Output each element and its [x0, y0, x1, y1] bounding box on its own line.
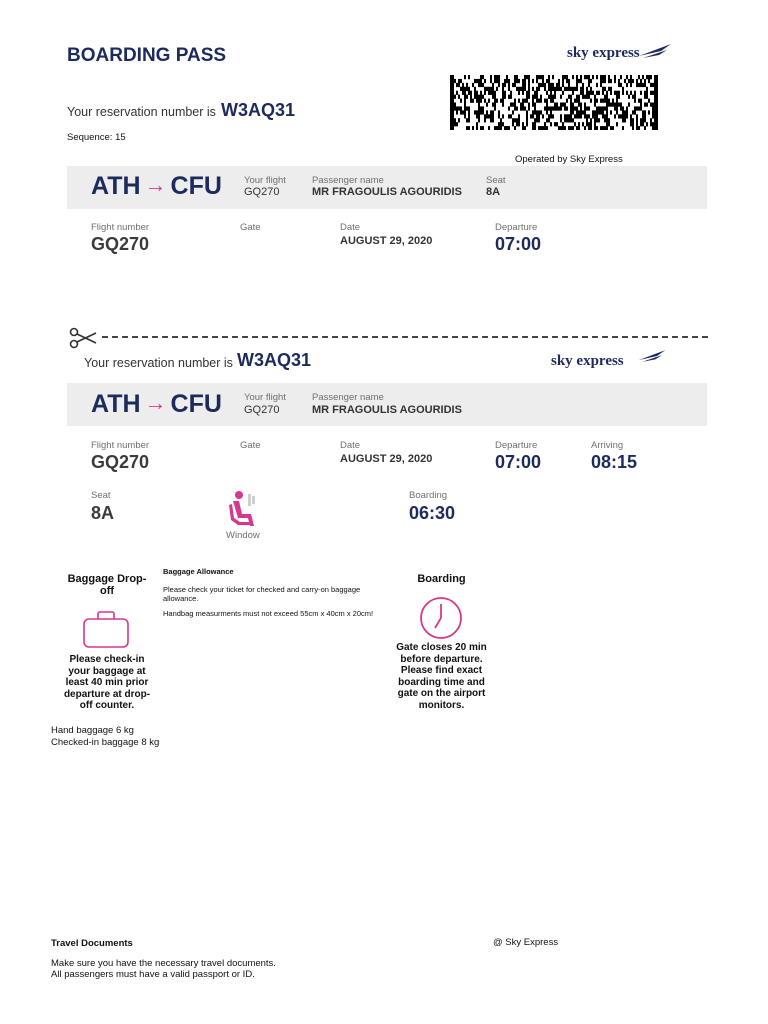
- page-title: BOARDING PASS: [67, 45, 227, 66]
- arrow-right-icon: →: [144, 390, 167, 415]
- sky-express-bird-icon: [637, 42, 673, 60]
- top-flight-number-label: Flight number: [91, 222, 150, 233]
- stub-passenger-label: Passenger name: [312, 392, 384, 403]
- cut-line: [102, 336, 708, 338]
- stub-your-flight: GQ270: [244, 404, 280, 416]
- top-origin: ATH: [91, 172, 141, 200]
- arrow-right-icon: →: [144, 172, 167, 197]
- copyright: @ Sky Express: [493, 937, 559, 948]
- stub-boarding: 06:30: [409, 503, 456, 523]
- top-your-flight: GQ270: [244, 186, 280, 198]
- stub-boarding-label: Boarding: [409, 490, 448, 501]
- stub-brand-logo: [551, 352, 624, 370]
- stub-gate-label: Gate: [240, 440, 261, 451]
- brand-name: sky express: [567, 45, 640, 61]
- stub-seat: 8A: [91, 503, 115, 523]
- top-route: [91, 172, 222, 201]
- top-your-flight-label: Your flight: [244, 175, 286, 186]
- operated-by: Operated by Sky Express: [515, 154, 623, 165]
- stub-brand-name: sky express: [551, 353, 624, 369]
- stub-arriving: 08:15: [591, 452, 638, 472]
- suitcase-icon: [82, 611, 130, 649]
- allowance-title: Baggage Allowance: [163, 567, 234, 576]
- top-gate-label: Gate: [240, 222, 261, 233]
- allowance-text-2: Handbag measurments must not exceed 55cm x 40cm x 20cm!: [163, 609, 374, 618]
- stub-date-label: Date: [340, 440, 361, 451]
- stub-route: [91, 390, 222, 419]
- top-date-label: Date: [340, 222, 361, 233]
- stub-departure-label: Departure: [495, 440, 538, 451]
- top-flight-number: GQ270: [91, 234, 150, 254]
- top-passenger-label: Passenger name: [312, 175, 384, 186]
- barcode-icon: [450, 75, 658, 130]
- stub-passenger: MR FRAGOULIS AGOURIDIS: [312, 404, 462, 416]
- top-destination: CFU: [170, 172, 222, 200]
- stub-flight-number-label: Flight number: [91, 440, 150, 451]
- boarding-title: Boarding: [417, 573, 466, 585]
- stub-seat-label: Seat: [91, 490, 111, 501]
- stub-departure: 07:00: [495, 452, 542, 472]
- top-departure: 07:00: [495, 234, 542, 254]
- top-seat-label: Seat: [486, 175, 506, 186]
- stub-arriving-label: Arriving: [591, 440, 624, 451]
- allowance-text-1: Please check your ticket for checked and carry-on baggage allowance.: [163, 585, 361, 603]
- checked-baggage: Checked-in baggage 8 kg: [51, 737, 160, 748]
- top-seat: 8A: [486, 186, 501, 198]
- dropoff-title: Baggage Drop-off: [67, 573, 147, 598]
- reservation-label: Your reservation number is: [67, 105, 216, 119]
- seat-icon: [228, 490, 258, 530]
- reservation-number: W3AQ31: [221, 100, 296, 120]
- stub-date: AUGUST 29, 2020: [340, 453, 433, 465]
- stub-seat-type: Window: [226, 530, 260, 541]
- top-passenger: MR FRAGOULIS AGOURIDIS: [312, 186, 462, 198]
- dropoff-text: Please check-in your baggage at least 40 min prior departure at drop-off counter.: [63, 654, 151, 711]
- top-date: AUGUST 29, 2020: [340, 235, 433, 247]
- stub-your-flight-label: Your flight: [244, 392, 286, 403]
- stub-origin: ATH: [91, 390, 141, 418]
- travel-docs-line-1: Make sure you have the necessary travel documents.: [51, 958, 276, 969]
- sequence: Sequence: 15: [67, 132, 126, 143]
- stub-flight-number: GQ270: [91, 452, 150, 472]
- clock-icon: [418, 595, 464, 641]
- scissors-icon: [68, 326, 98, 350]
- hand-baggage: Hand baggage 6 kg: [51, 725, 134, 736]
- travel-docs-line-2: All passengers must have a valid passport or ID.: [51, 969, 255, 980]
- sky-express-bird-icon: [637, 348, 667, 364]
- travel-docs-title: Travel Documents: [51, 938, 133, 949]
- top-departure-label: Departure: [495, 222, 538, 233]
- stub-reservation-label: Your reservation number is: [84, 356, 233, 370]
- boarding-text: Gate closes 20 min before departure. Please find exact boarding time and gate on the airport monitors.: [396, 642, 487, 711]
- stub-destination: CFU: [170, 390, 222, 418]
- brand-logo: [567, 44, 640, 62]
- stub-reservation-number: W3AQ31: [237, 350, 312, 370]
